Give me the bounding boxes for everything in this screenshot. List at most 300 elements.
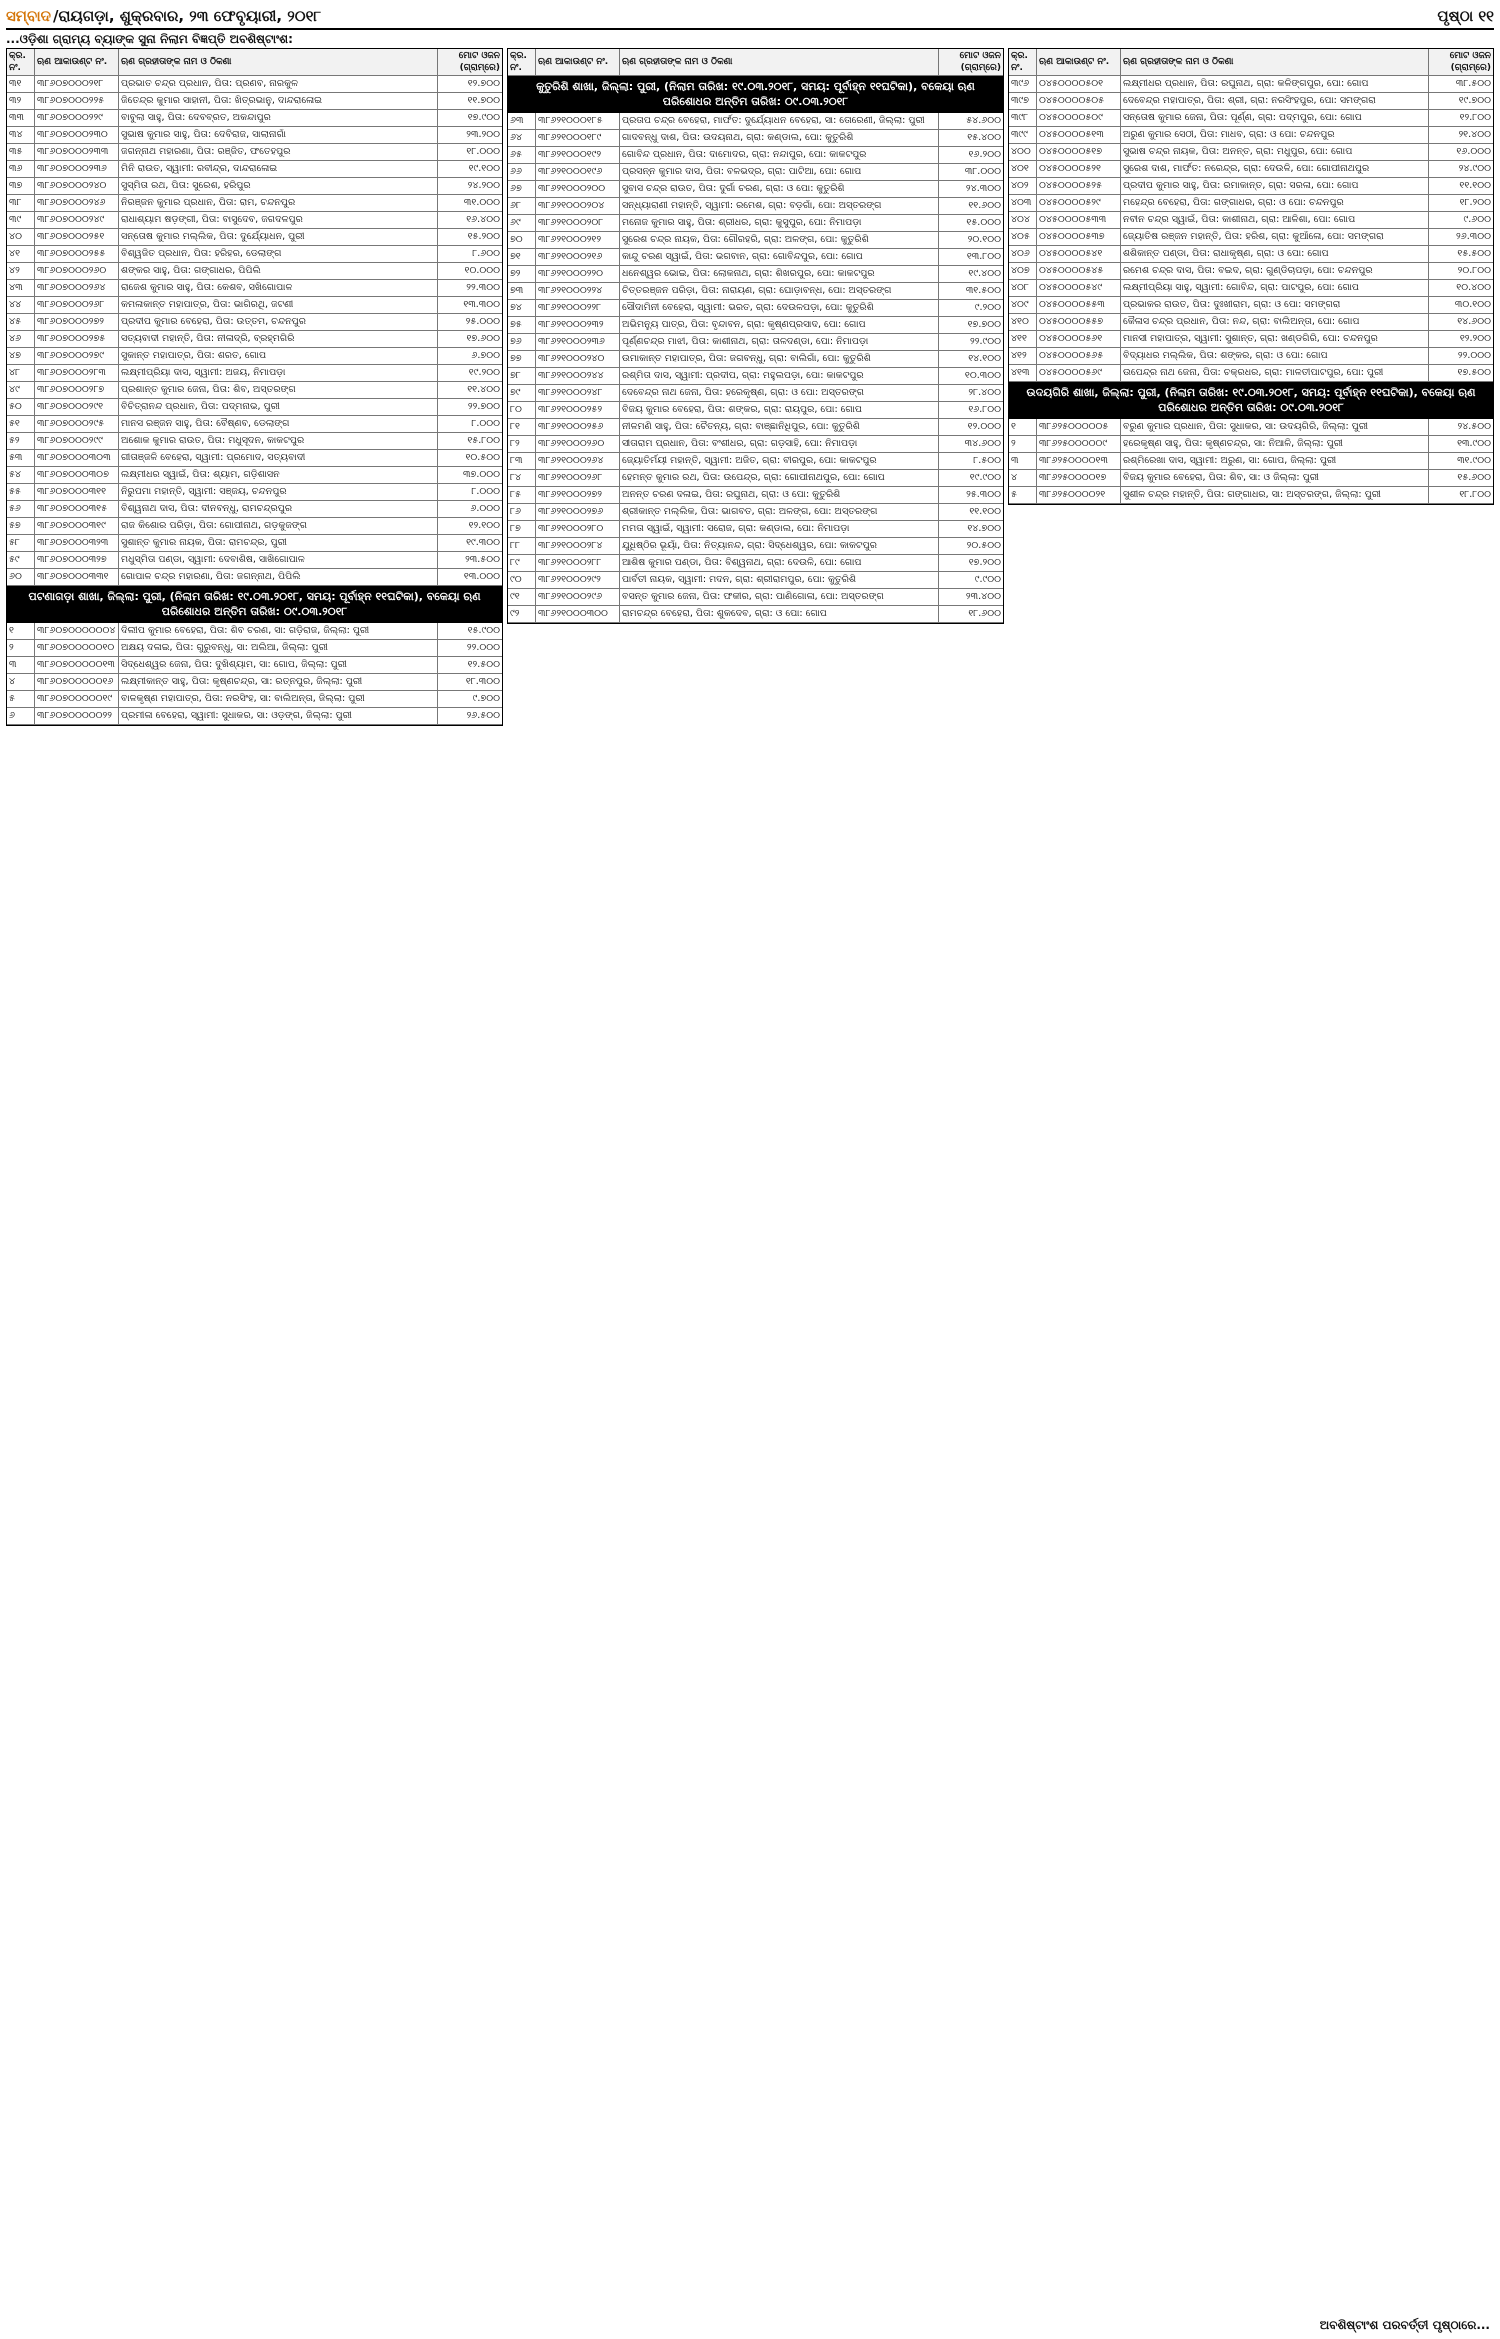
cell-sl: ୬୭ (508, 181, 536, 197)
cell-account: ୩୮୬୨୧୦୦୦୨୨୪ (536, 283, 620, 299)
cell-weight: ୧୮.୨୦୦ (1459, 197, 1491, 208)
cell-weight: ୩୭.୦୦୦ (463, 469, 500, 480)
cell-weight: ୧୮.୮୦୦ (1459, 489, 1491, 500)
cell-account: ୦୪୫୦୦୦୦୫୩୭ (1037, 229, 1121, 245)
cell-sl: ୪୫ (7, 314, 35, 330)
cell-account: ୩୮୬୦୭୦୦୦୨୪୬ (35, 195, 119, 211)
cell-account: ୩୮୬୨୧୦୦୦୨୭୨ (536, 487, 620, 503)
cell-weight: ୧୩.୮୦୦ (966, 251, 1001, 262)
cell-account: ୩୮୬୨୫୦୦୦୦୦୯ (1037, 436, 1121, 452)
branch-banner: ଉଦୟଗିରି ଶାଖା, ଜିଲ୍ଲା: ପୁରୀ, (ନିଲାମ ତାରିଖ: ୧୯.୦୩.୨୦୧୮, ସମୟ: ପୂର୍ବାହ୍ନ ୧୧ଘଟିକା), ବକେୟା ଋଣ ପରିଶୋଧର ଅନ୍ତିମ ତାରିଖ: ୦୯.୦୩.୨୦୧୮ (1009, 382, 1493, 419)
cell-name: ବିଶ୍ୱନାଥ ଦାସ, ପିତା: ଦୀନବନ୍ଧୁ, ରାମଚନ୍ଦ୍ରପୁର (119, 501, 438, 517)
cell-sl: ୪୦୯ (1009, 297, 1037, 313)
table-row (7, 263, 502, 280)
cell-weight: ୧୧.୪୦୦ (467, 384, 500, 395)
cell-sl: ୩୫ (7, 144, 35, 160)
cell-name: ଜ୍ୟୋତିଷ ରଞ୍ଜନ ମହାନ୍ତି, ପିତା: ହରିଶ, ଗ୍ରା: କୁଆଁଳୋ, ପୋ: ସମଙ୍ଗରା (1121, 229, 1429, 245)
cell-sl: ୭୦ (508, 232, 536, 248)
cell-account: ୩୮୬୨୧୦୦୦୨୦୪ (536, 198, 620, 214)
cell-weight: ୮.୬୦୦ (472, 248, 500, 259)
cell-weight: ୧୫.୯୦୦ (467, 625, 500, 636)
cell-weight: ୬.୭୦୦ (471, 350, 500, 361)
cell-sl: ୫୫ (7, 484, 35, 500)
column-header (7, 49, 502, 76)
cell-name: ମମତା ସ୍ୱାଇଁ, ସ୍ୱାମୀ: ସରୋଜ, ଗ୍ରା: କଣ୍ଡାଲ, ପୋ: ନିମାପଡ଼ା (620, 521, 939, 537)
cell-name: ରଶ୍ମିତା ଦାସ, ସ୍ୱାମୀ: ପ୍ରଦୀପ, ଗ୍ରା: ମହୁଲପଡ଼ା, ପୋ: କାକଟପୁର (620, 368, 939, 384)
table-row (1009, 280, 1493, 297)
cell-weight: ୨୩.୫୦୦ (465, 554, 500, 565)
table-row (1009, 229, 1493, 246)
cell-weight: ୯.୬୦୦ (1463, 214, 1491, 225)
cell-weight: ୧୫.୦୦୦ (966, 217, 1001, 228)
cell-sl: ୮୫ (508, 487, 536, 503)
cell-name: ଅଭିମନ୍ୟୁ ପାତ୍ର, ପିତା: ବୃନ୍ଦାବନ, ଗ୍ରା: କୃଷ୍ଣପ୍ରସାଦ, ପୋ: ଗୋପ (620, 317, 939, 333)
cell-sl: ୩୧ (7, 76, 35, 92)
cell-account: ୦୪୫୦୦୦୦୫୦୯ (1037, 110, 1121, 126)
cell-name: ସତ୍ୟବାଦୀ ମହାନ୍ତି, ପିତା: ନୀଳାଦ୍ରି, ବ୍ରହ୍ମଗିରି (119, 331, 438, 347)
cell-account: ୩୮୬୦୭୦୦୦୦୦୧୬ (35, 674, 119, 690)
cell-sl: ୮୮ (508, 538, 536, 554)
table-row (508, 385, 1003, 402)
notice-column-1 (6, 48, 503, 726)
table-row (1009, 419, 1493, 436)
table-row (1009, 470, 1493, 487)
cell-name: ଜିତେନ୍ଦ୍ର କୁମାର ସାହାନୀ, ପିତା: ଖିତ୍ରଭାନୁ, ଦାନ୍ଦରାଳୋଇ (119, 93, 438, 109)
cell-name: ଜ୍ୟୋତିର୍ମୟୀ ମହାନ୍ତି, ସ୍ୱାମୀ: ଅଜିତ, ଗ୍ରା: ବୀରପୁର, ପୋ: କାକଟପୁର (620, 453, 939, 469)
cell-name: ଦିଲୀପ କୁମାର ବେହେରା, ପିତା: ଶିବ ଚରଣ, ସା: ଗଡ଼ିରାଜ, ଜିଲ୍ଲା: ପୁରୀ (119, 623, 438, 639)
cell-account: ୩୮୬୨୧୦୦୦୨୭୬ (536, 504, 620, 520)
cell-weight: ୧୫.୫୦୦ (1457, 248, 1491, 259)
cell-account: ୩୮୬୨୧୦୦୦୨୪୪ (536, 368, 620, 384)
cell-sl: ୫୧ (7, 416, 35, 432)
cell-sl: ୮୧ (508, 419, 536, 435)
cell-sl: ୮୭ (508, 521, 536, 537)
table-row (7, 691, 502, 708)
cell-account: ୦୪୫୦୦୦୦୫୬୯ (1037, 365, 1121, 381)
cell-account: ୩୮୬୦୭୦୦୦୨୬୮ (35, 297, 119, 313)
cell-sl: ୪୨ (7, 263, 35, 279)
cell-account: ୩୮୬୨୧୦୦୦୧୮୯ (536, 130, 620, 146)
table-row (7, 657, 502, 674)
cell-name: ଲକ୍ଷ୍ମୀପ୍ରିୟା ସାହୁ, ସ୍ୱାମୀ: ଗୋବିନ୍ଦ, ଗ୍ରା: ପାଟପୁର, ପୋ: ଗୋପ (1121, 280, 1429, 296)
cell-weight: ୮.୦୦୦ (471, 418, 500, 429)
cell-weight: ୨୩.୨୦୦ (466, 129, 500, 140)
cell-name: କାନ୍ଦୁ ଚରଣ ସ୍ୱାଇଁ, ପିତା: ଭଗବାନ, ଗ୍ରା: ଗୋବିନ୍ଦପୁର, ପୋ: ଗୋପ (620, 249, 939, 265)
cell-sl: ୩୬ (7, 161, 35, 177)
cell-weight: ୧୭.୭୦୦ (967, 319, 1001, 330)
cell-name: ସୁଭାଷ ଚନ୍ଦ୍ର ନାୟକ, ପିତା: ଅନନ୍ତ, ଗ୍ରା: ମଧୁପୁର, ପୋ: ଗୋପ (1121, 144, 1429, 160)
table-row (7, 161, 502, 178)
cell-account: ୩୮୬୦୭୦୦୦୨୨୫ (35, 93, 119, 109)
cell-name: ନବୀନ ଚନ୍ଦ୍ର ସ୍ୱାଇଁ, ପିତା: କାଶୀନାଥ, ଗ୍ରା: ଆଳିଶା, ପୋ: ଗୋପ (1121, 212, 1429, 228)
cell-name: ଯୁଧିଷ୍ଠିର ଭୂୟାଁ, ପିତା: ନିତ୍ୟାନନ୍ଦ, ଗ୍ରା: ସିଦ୍ଧେଶ୍ୱର, ପୋ: କାକଟପୁର (620, 538, 939, 554)
cell-name: ଚିତ୍ତରଞ୍ଜନ ପରିଡ଼ା, ପିତା: ନାରାୟଣ, ଗ୍ରା: ଘୋଡ଼ାବନ୍ଧ, ପୋ: ଅସ୍ତରଙ୍ଗ (620, 283, 939, 299)
table-row (7, 93, 502, 110)
table-row (1009, 195, 1493, 212)
cell-account: ୩୮୬୦୭୦୦୦୩୦୭ (35, 467, 119, 483)
cell-name: ସନ୍ତୋଷ କୁମାର ଜେନା, ପିତା: ପୂର୍ଣ୍ଣ, ଗ୍ରା: ପଦ୍ମପୁର, ପୋ: ଗୋପ (1121, 110, 1429, 126)
cell-sl: ୪୧୨ (1009, 348, 1037, 364)
cell-weight: ୨୫.୩୦୦ (966, 489, 1001, 500)
cell-weight: ୧୦.୫୦୦ (465, 452, 500, 463)
table-row (508, 300, 1003, 317)
cell-weight: ୧୨.୧୦୦ (468, 520, 500, 531)
cell-name: ବିଚିତ୍ରାନନ୍ଦ ପ୍ରଧାନ, ପିତା: ପଦ୍ମନାଭ, ପୁରୀ (119, 399, 438, 415)
table-row (508, 521, 1003, 538)
cell-name: ସୁଶାନ୍ତ କୁମାର ନାୟକ, ପିତା: ରାମଚନ୍ଦ୍ର, ପୁରୀ (119, 535, 438, 551)
cell-account: ୩୮୬୨୧୦୦୦୨୪୦ (536, 351, 620, 367)
cell-name: ସୀତାରାମ ପ୍ରଧାନ, ପିତା: ବଂଶୀଧର, ଗ୍ରା: ଗଡ଼ସାହି, ପୋ: ନିମାପଡ଼ା (620, 436, 939, 452)
cell-account: ୩୮୬୨୧୦୦୦୨୫୬ (536, 419, 620, 435)
table-row (508, 215, 1003, 232)
table-body (7, 623, 502, 725)
cell-name: ମହେନ୍ଦ୍ର ବେହେରା, ପିତା: ଗଙ୍ଗାଧର, ଗ୍ରା: ଓ ପୋ: ଚନ୍ଦନପୁର (1121, 195, 1429, 211)
cell-weight: ୧୪.୧୦୦ (968, 353, 1001, 364)
cell-weight: ୧୮.୬୦୦ (968, 608, 1001, 619)
header-weight: ମୋଟ ଓଜନ (ଗ୍ରାମ୍‌ରେ) (959, 51, 1001, 73)
table-body (508, 113, 1003, 623)
cell-weight: ୩୦.୧୦୦ (1454, 299, 1491, 310)
cell-sl: ୫୯ (7, 552, 35, 568)
table-row (7, 416, 502, 433)
cell-name: ଶଙ୍କର ସାହୁ, ପିତା: ଗଙ୍ଗାଧର, ପିପିଲି (119, 263, 438, 279)
cell-weight: ୨୬.୫୦୦ (466, 710, 500, 721)
cell-account: ୩୮୬୦୭୦୦୦୩୦୩ (35, 450, 119, 466)
table-row (1009, 144, 1493, 161)
cell-name: ରାଧାଶ୍ୟାମ ଷଡ଼ଙ୍ଗୀ, ପିତା: ବାସୁଦେବ, ଜଗଦଳପୁର (119, 212, 438, 228)
cell-name: ମନୋଜ କୁମାର ସାହୁ, ପିତା: ଶ୍ରୀଧର, ଗ୍ରା: କୁସୁପୁର, ପୋ: ନିମାପଡ଼ା (620, 215, 939, 231)
table-row (508, 555, 1003, 572)
cell-account: ୩୮୬୨୧୦୦୦୨୯୨ (536, 572, 620, 588)
cell-weight: ୮.୦୦୦ (471, 486, 500, 497)
table-row (1009, 365, 1493, 382)
cell-weight: ୨୨.୯୦୦ (970, 336, 1001, 347)
table-row (508, 266, 1003, 283)
table-row (7, 229, 502, 246)
cell-weight: ୨୪.୫୦୦ (1457, 421, 1491, 432)
cell-weight: ୯.୯୦୦ (974, 574, 1001, 585)
cell-name: ପ୍ରଦୀପ କୁମାର ବେହେରା, ପିତା: ଉତ୍ତମ, ଚନ୍ଦନପୁର (119, 314, 438, 330)
header-account: ଋଣ ଆକାଉଣ୍ଟ ନଂ. (35, 49, 119, 75)
cell-name: ବିଦ୍ୟାଧର ମଲ୍ଲିକ, ପିତା: ଶଙ୍କର, ଗ୍ରା: ଓ ପୋ: ଗୋପ (1121, 348, 1429, 364)
table-row (1009, 297, 1493, 314)
cell-account: ୦୪୫୦୦୦୦୫୪୧ (1037, 246, 1121, 262)
cell-sl: ୫୬ (7, 501, 35, 517)
cell-account: ୩୮୬୨୧୦୦୦୨୧୨ (536, 232, 620, 248)
cell-weight: ୧୨.୦୦୦ (967, 421, 1001, 432)
cell-weight: ୧୦.୦୦୦ (464, 265, 500, 276)
cell-weight: ୧୭.୯୦୦ (467, 112, 500, 123)
cell-name: ହେମନ୍ତ କୁମାର ରଥ, ପିତା: ଉପେନ୍ଦ୍ର, ଗ୍ରା: ଗୋପୀନାଥପୁର, ପୋ: ଗୋପ (620, 470, 939, 486)
cell-sl: ୪୦୮ (1009, 280, 1037, 296)
cell-sl: ୬୯ (508, 215, 536, 231)
table-row (7, 110, 502, 127)
cell-weight: ୧୭.୫୦୦ (1457, 367, 1491, 378)
cell-weight: ୧୫.୨୦୦ (467, 231, 500, 242)
table-row (1009, 263, 1493, 280)
cell-account: ୩୮୬୨୧୦୦୦୨୨୦ (536, 266, 620, 282)
cell-name: ପୂର୍ଣ୍ଣଚନ୍ଦ୍ର ମାଝୀ, ପିତା: କାଶୀନାଥ, ଗ୍ରା: ତାଳଦଣ୍ଡା, ପୋ: ନିମାପଡ଼ା (620, 334, 939, 350)
table-row (7, 623, 502, 640)
table-row (508, 487, 1003, 504)
cell-account: ୩୮୬୨୧୦୦୦୨୯୬ (536, 589, 620, 605)
cell-account: ୩୮୬୦୭୦୦୦୦୦୧୦ (35, 640, 119, 656)
table-row (508, 402, 1003, 419)
cell-name: ନିରଞ୍ଜନ କୁମାର ପ୍ରଧାନ, ପିତା: ରାମ, ଚନ୍ଦନପୁର (119, 195, 438, 211)
cell-weight: ୩୪.୬୦୦ (964, 438, 1001, 449)
cell-weight: ୨୬.୩୦୦ (1456, 231, 1491, 242)
cell-weight: ୧୭.୨୦୦ (968, 557, 1001, 568)
cell-sl: ୪୦୩ (1009, 195, 1037, 211)
cell-weight: ୧୩.୯୦୦ (1457, 438, 1491, 449)
table-row (1009, 453, 1493, 470)
cell-account: ୩୮୬୦୭୦୦୦୨୭୫ (35, 331, 119, 347)
table-row (508, 164, 1003, 181)
cell-weight: ୩୮.୫୦୦ (1455, 78, 1491, 89)
table-row (508, 606, 1003, 623)
table-body (1009, 76, 1493, 382)
notice-subheading: ...ଓଡ଼ିଶା ଗ୍ରାମ୍ୟ ବ୍ୟାଙ୍କ ସୁନା ନିଲାମ ବିଜ୍ଞପ୍ତି ଅବଶିଷ୍ଟାଂଶ: (6, 32, 293, 46)
cell-account: ୩୮୬୨୧୦୦୦୨୪୮ (536, 385, 620, 401)
cell-name: ସୁସ୍ମିତା ରଥ, ପିତା: ସୁରେଶ, ହରିପୁର (119, 178, 438, 194)
cell-weight: ୨୩.୪୦୦ (965, 591, 1001, 602)
cell-sl: ୩୮ (7, 195, 35, 211)
cell-account: ୦୪୫୦୦୦୦୫୪୯ (1037, 280, 1121, 296)
table-row (508, 249, 1003, 266)
table-row (7, 708, 502, 725)
cell-account: ୩୮୬୨୧୦୦୦୩୦୦ (536, 606, 620, 622)
cell-weight: ୧୯.୭୦୦ (1458, 95, 1491, 106)
cell-account: ୩୮୬୨୧୦୦୦୨୩୨ (536, 317, 620, 333)
table-row (508, 572, 1003, 589)
header-sl: କ୍ର. ନଂ. (1009, 49, 1037, 75)
cell-account: ୩୮୬୦୭୦୦୦୨୨୯ (35, 110, 119, 126)
cell-sl: ୫ (1009, 487, 1037, 503)
table-row (508, 334, 1003, 351)
cell-weight: ୧୯.୨୦୦ (468, 367, 500, 378)
cell-sl: ୮୨ (508, 436, 536, 452)
cell-name: ମାନସ ରଞ୍ଜନ ସାହୁ, ପିତା: ବୈଷ୍ଣବ, ଡେଲାଙ୍ଗ (119, 416, 438, 432)
cell-account: ୦୪୫୦୦୦୦୫୩୩ (1037, 212, 1121, 228)
cell-name: ହରେକୃଷ୍ଣ ସାହୁ, ପିତା: କୃଷ୍ଣଚନ୍ଦ୍ର, ସା: ନିଆଳି, ଜିଲ୍ଲା: ପୁରୀ (1121, 436, 1429, 452)
cell-name: ଧନେଶ୍ୱର ଭୋଇ, ପିତା: ଲୋକନାଥ, ଗ୍ରା: ଶିଖରପୁର, ପୋ: କାକଟପୁର (620, 266, 939, 282)
cell-sl: ୫୩ (7, 450, 35, 466)
cell-sl: ୩୨ (7, 93, 35, 109)
cell-name: ମଧୁସ୍ମିତା ପଣ୍ଡା, ସ୍ୱାମୀ: ଦେବାଶିଷ, ସାଖିଗୋପାଳ (119, 552, 438, 568)
cell-account: ୩୮୬୦୭୦୦୦୨୭୨ (35, 314, 119, 330)
table-row (7, 280, 502, 297)
table-row (7, 178, 502, 195)
table-body (1009, 419, 1493, 504)
cell-name: ସନ୍ଧ୍ୟାରାଣୀ ମହାନ୍ତି, ସ୍ୱାମୀ: ରମେଶ, ଗ୍ରା: ବଡ଼ଗାଁ, ପୋ: ଅସ୍ତରଙ୍ଗ (620, 198, 939, 214)
table-row (7, 382, 502, 399)
table-row (508, 538, 1003, 555)
header-account: ଋଣ ଆକାଉଣ୍ଟ ନଂ. (1037, 49, 1121, 75)
table-row (508, 317, 1003, 334)
cell-name: ରଶ୍ମିରେଖା ଦାସ, ସ୍ୱାମୀ: ଅରୁଣ, ସା: ଗୋପ, ଜିଲ୍ଲା: ପୁରୀ (1121, 453, 1429, 469)
cell-sl: ୭୪ (508, 300, 536, 316)
header-sl: କ୍ର. ନଂ. (7, 49, 35, 75)
cell-account: ୩୮୬୦୭୦୦୦୨୪୯ (35, 212, 119, 228)
table-row (7, 314, 502, 331)
cell-account: ୩୮୬୨୧୦୦୦୨୮୦ (536, 521, 620, 537)
cell-weight: ୧୧.୭୦୦ (467, 95, 500, 106)
cell-weight: ୨୮.୪୦୦ (968, 387, 1001, 398)
cell-name: ସୁରେଶ ଦାଶ, ମାର୍ଫତ: ନରେନ୍ଦ୍ର, ଗ୍ରା: ଦେଉଳି, ପୋ: ଗୋପୀନାଥପୁର (1121, 161, 1429, 177)
cell-account: ୦୪୫୦୦୦୦୫୧୭ (1037, 144, 1121, 160)
table-row (508, 504, 1003, 521)
cell-weight: ୨୫.୦୦୦ (465, 316, 500, 327)
cell-sl: ୪୧୧ (1009, 331, 1037, 347)
cell-weight: ୧୨.୨୦୦ (1459, 333, 1491, 344)
cell-sl: ୩୯ (7, 212, 35, 228)
cell-name: ସୁବାସ ଚନ୍ଦ୍ର ରାଉତ, ପିତା: ଦୁର୍ଗା ଚରଣ, ଗ୍ରା: ଓ ପୋ: କୁତୁରିଶି (620, 181, 939, 197)
cell-weight: ୧୧.୧୦୦ (969, 506, 1001, 517)
table-row (7, 569, 502, 586)
header-name: ଋଣ ଗ୍ରହୀତାଙ୍କ ନାମ ଓ ଠିକଣା (620, 49, 939, 75)
table-row (508, 198, 1003, 215)
cell-name: ସୁରେଶ ଚନ୍ଦ୍ର ନାୟକ, ପିତା: ଗୌରହରି, ଗ୍ରା: ଅଳଙ୍ଗ, ପୋ: କୁତୁରିଶି (620, 232, 939, 248)
cell-name: ଦେବେନ୍ଦ୍ର ମହାପାତ୍ର, ପିତା: ଶ୍ରୀ, ଗ୍ରା: ନରସିଂହପୁର, ପୋ: ସମଙ୍ଗରା (1121, 93, 1429, 109)
cell-name: କମଳାକାନ୍ତ ମହାପାତ୍ର, ପିତା: ଭାଗିରଥି, ଜଟଣୀ (119, 297, 438, 313)
cell-name: ପ୍ରଭାକର ରାଉତ, ପିତା: ଦୁଃଖୀରାମ, ଗ୍ରା: ଓ ପୋ: ସମଙ୍ଗରା (1121, 297, 1429, 313)
table-row (1009, 212, 1493, 229)
table-row (1009, 436, 1493, 453)
cell-name: ଗାଦବନ୍ଧୁ ଦାଶ, ପିତା: ଉଦୟନାଥ, ଗ୍ରା: କଣ୍ଡାଲ, ପୋ: କୁତୁରିଶି (620, 130, 939, 146)
cell-name: ବାବୁଲା ସାହୁ, ପିତା: ଦେବବ୍ରତ, ଅକନ୍ଦାପୁର (119, 110, 438, 126)
table-row (7, 127, 502, 144)
cell-account: ୩୮୬୨୧୦୦୦୨୫୨ (536, 402, 620, 418)
cell-account: ୩୮୬୨୫୦୦୦୦୧୩ (1037, 453, 1121, 469)
cell-weight: ୯.୨୦୦ (974, 302, 1001, 313)
table-row (508, 113, 1003, 130)
cell-sl: ୪୦୫ (1009, 229, 1037, 245)
cell-weight: ୨୪.୨୦୦ (467, 180, 500, 191)
cell-sl: ୩୯୬ (1009, 76, 1037, 92)
table-row (7, 348, 502, 365)
cell-weight: ୨୦.୫୦୦ (966, 540, 1001, 551)
cell-weight: ୧୯.୯୦୦ (969, 472, 1001, 483)
cell-sl: ୮୦ (508, 402, 536, 418)
table-row (7, 76, 502, 93)
cell-name: ଲକ୍ଷ୍ମୀଧର ସ୍ୱାଇଁ, ପିତା: ଶ୍ୟାମ, ଗଡ଼ିଶାସନ (119, 467, 438, 483)
cell-weight: ୧୫.୪୦୦ (967, 132, 1001, 143)
cell-sl: ୭୨ (508, 266, 536, 282)
cell-name: ସିଦ୍ଧେଶ୍ୱର ଜେନା, ପିତା: ଦୁଖିଶ୍ୟାମ, ସା: ଗୋପ, ଜିଲ୍ଲା: ପୁରୀ (119, 657, 438, 673)
cell-weight: ୧୮.୦୦୦ (466, 146, 500, 157)
table-row (1009, 314, 1493, 331)
cell-sl: ୪୦୨ (1009, 178, 1037, 194)
table-row (1009, 178, 1493, 195)
cell-account: ୦୪୫୦୦୦୦୫୨୫ (1037, 178, 1121, 194)
cell-account: ୩୮୬୦୭୦୦୦୩୩୧ (35, 569, 119, 585)
publication-dateline: /ରାୟଗଡ଼ା, ଶୁକ୍ରବାର, ୨୩ ଫେବୃୟାରୀ, ୨୦୧୮ (52, 7, 322, 25)
cell-account: ୩୮୬୦୭୦୦୦୨୬୪ (35, 280, 119, 296)
notice-columns (6, 48, 1494, 726)
cell-sl: ୩୯୭ (1009, 93, 1037, 109)
cell-name: କୈଳାସ ଚନ୍ଦ୍ର ପ୍ରଧାନ, ପିତା: ନନ୍ଦ, ଗ୍ରା: ବାଲିଅନ୍ତା, ପୋ: ଗୋପ (1121, 314, 1429, 330)
cell-sl: ୪୧ (7, 246, 35, 262)
cell-sl: ୭୫ (508, 317, 536, 333)
cell-account: ୩୮୬୦୭୦୦୦୨୫୫ (35, 246, 119, 262)
cell-sl: ୭୮ (508, 368, 536, 384)
cell-sl: ୭୯ (508, 385, 536, 401)
cell-sl: ୯୧ (508, 589, 536, 605)
table-row (508, 368, 1003, 385)
cell-weight: ୨୧.୪୦୦ (1458, 129, 1491, 140)
table-row (7, 246, 502, 263)
cell-sl: ୭୧ (508, 249, 536, 265)
cell-weight: ୧୪.୬୦୦ (1457, 316, 1491, 327)
cell-weight: ୨୨.୦୦୦ (466, 642, 500, 653)
cell-sl: ୩୩ (7, 110, 35, 126)
cell-name: ଲକ୍ଷ୍ମୀପ୍ରିୟା ଦାସ, ସ୍ୱାମୀ: ଅଜୟ, ନିମାପଡ଼ା (119, 365, 438, 381)
cell-weight: ୧୯.୩୦୦ (466, 537, 500, 548)
cell-weight: ୧୬.୪୦୦ (466, 214, 500, 225)
cell-weight: ୩୮.୦୦୦ (964, 166, 1001, 177)
table-row (1009, 348, 1493, 365)
cell-weight: ୧୦.୪୦୦ (1456, 282, 1491, 293)
table-row (7, 518, 502, 535)
cell-name: ଅକ୍ଷୟ ଦଳାଇ, ପିତା: ଗୁରୁବନ୍ଧୁ, ସା: ଅଲିଆ, ଜିଲ୍ଲା: ପୁରୀ (119, 640, 438, 656)
table-row (508, 436, 1003, 453)
cell-name: ପ୍ରମୀଳା ବେହେରା, ସ୍ୱାମୀ: ସୁଧାକର, ସା: ଓଡ଼ଙ୍ଗ, ଜିଲ୍ଲା: ପୁରୀ (119, 708, 438, 724)
cell-account: ୦୪୫୦୦୦୦୫୧୩ (1037, 127, 1121, 143)
page-number: ପୃଷ୍ଠା ୧୧ (1437, 7, 1494, 25)
cell-account: ୩୮୬୦୭୦୦୦୩୨୩ (35, 535, 119, 551)
cell-sl: ୪୪ (7, 297, 35, 313)
cell-account: ୩୮୬୨୫୦୦୦୦୧୭ (1037, 470, 1121, 486)
cell-sl: ୮୩ (508, 453, 536, 469)
table-body (7, 76, 502, 586)
table-row (7, 674, 502, 691)
table-row (508, 130, 1003, 147)
cell-weight: ୧୨.୮୦୦ (1459, 112, 1491, 123)
cell-name: ଜଗନ୍ନାଥ ମହାରଣା, ପିତା: ରଞ୍ଜିତ, ଫତେହପୁର (119, 144, 438, 160)
table-row (508, 181, 1003, 198)
table-row (508, 283, 1003, 300)
cell-account: ୩୮୬୨୧୦୦୦୨୬୦ (536, 436, 620, 452)
cell-name: ଆଶିଷ କୁମାର ପଣ୍ଡା, ପିତା: ବିଶ୍ୱନାଥ, ଗ୍ରା: ଦେଉଳି, ପୋ: ଗୋପ (620, 555, 939, 571)
cell-weight: ୧୯.୧୦୦ (468, 163, 500, 174)
cell-name: ଗୋବିନ୍ଦ ପ୍ରଧାନ, ପିତା: ଦାମୋଦର, ଗ୍ରା: ନନ୍ଦାପୁର, ପୋ: କାକଟପୁର (620, 147, 939, 163)
cell-name: ଉମାକାନ୍ତ ମହାପାତ୍ର, ପିତା: ଜଗବନ୍ଧୁ, ଗ୍ରା: ବାଲିଗାଁ, ପୋ: କୁତୁରିଶି (620, 351, 939, 367)
cell-weight: ୧୦.୩୦୦ (964, 370, 1001, 381)
cell-weight: ୧୨.୫୦୦ (467, 659, 500, 670)
cell-name: ଲକ୍ଷ୍ମୀଧର ପ୍ରଧାନ, ପିତା: ରଘୁନାଥ, ଗ୍ରା: କଳିଙ୍ଗପୁର, ପୋ: ଗୋପ (1121, 76, 1429, 92)
header-name: ଋଣ ଗ୍ରହୀତାଙ୍କ ନାମ ଓ ଠିକଣା (119, 49, 438, 75)
cell-name: ସନ୍ତୋଷ କୁମାର ମଲ୍ଲିକ, ପିତା: ଦୁର୍ଯ୍ୟୋଧନ, ପୁରୀ (119, 229, 438, 245)
cell-name: ଅରୁଣ କୁମାର ସେଠୀ, ପିତା: ମାଧବ, ଗ୍ରା: ଓ ପୋ: ଚନ୍ଦନପୁର (1121, 127, 1429, 143)
cell-sl: ୬୮ (508, 198, 536, 214)
cell-account: ୩୮୬୨୧୦୦୦୨୦୦ (536, 181, 620, 197)
cell-sl: ୬୬ (508, 164, 536, 180)
cell-weight: ୨୦.୧୦୦ (967, 234, 1001, 245)
cell-name: ଅଶୋକ କୁମାର ରାଉତ, ପିତା: ମଧୁସୂଦନ, କାକଟପୁର (119, 433, 438, 449)
cell-sl: ୬ (7, 708, 35, 724)
branch-banner: ପଟଣାଗଡ଼ା ଶାଖା, ଜିଲ୍ଲା: ପୁରୀ, (ନିଲାମ ତାରିଖ: ୧୯.୦୩.୨୦୧୮, ସମୟ: ପୂର୍ବାହ୍ନ ୧୧ଘଟିକା), ବକେୟା ଋଣ ପରିଶୋଧର ଅନ୍ତିମ ତାରିଖ: ୦୯.୦୩.୨୦୧୮ (7, 586, 502, 623)
cell-sl: ୪୦୪ (1009, 212, 1037, 228)
cell-name: ସୁକାନ୍ତ ମହାପାତ୍ର, ପିତା: ଶରତ, ଗୋପ (119, 348, 438, 364)
cell-weight: ୨୨.୭୦୦ (467, 401, 500, 412)
cell-account: ୩୮୬୨୧୦୦୦୨୬୮ (536, 470, 620, 486)
cell-account: ୩୮୬୦୭୦୦୦୨୧୮ (35, 76, 119, 92)
cell-account: ୩୮୬୦୭୦୦୦୨୪୦ (35, 178, 119, 194)
cell-sl: ୫୨ (7, 433, 35, 449)
cell-name: ଉପେନ୍ଦ୍ର ନାଥ ଜେନା, ପିତା: ଚକ୍ରଧର, ଗ୍ରା: ମାଳତୀପାଟପୁର, ପୋ: ପୁରୀ (1121, 365, 1429, 381)
cell-account: ୩୮୬୦୭୦୦୦୨୮୩ (35, 365, 119, 381)
cell-name: ପ୍ରଭାତ ଚନ୍ଦ୍ର ପ୍ରଧାନ, ପିତା: ପ୍ରଣବ, ନାରକୁଳ (119, 76, 438, 92)
